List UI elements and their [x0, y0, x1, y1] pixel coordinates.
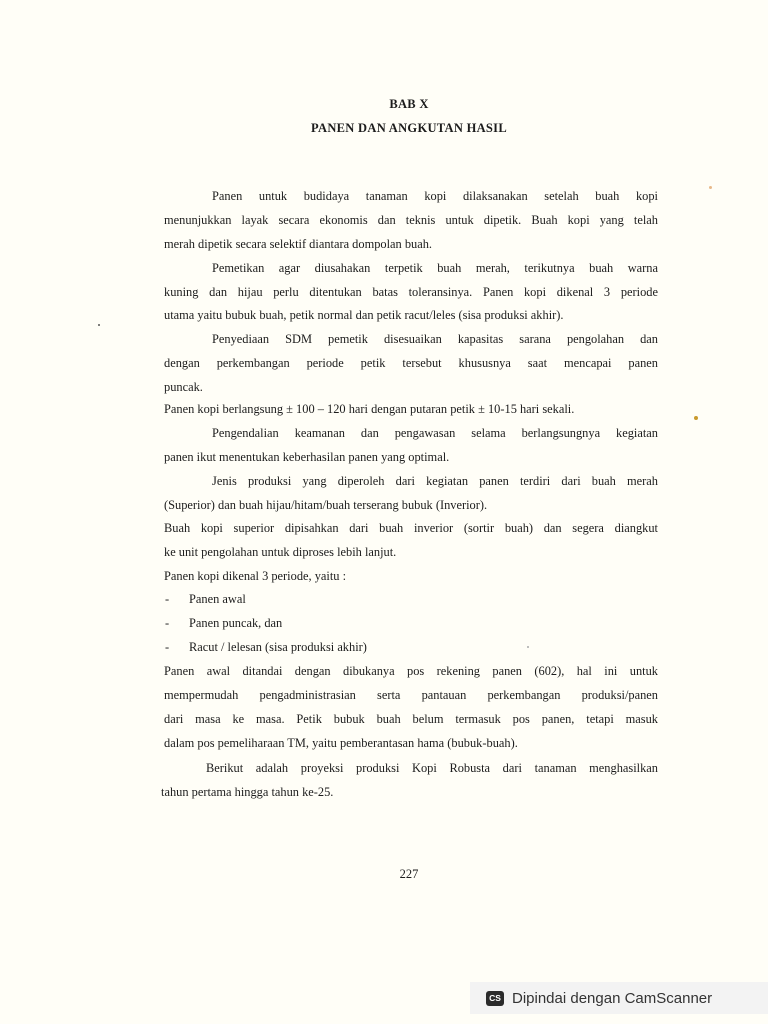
text-line: Buah kopi superior dipisahkan dari buah inverior (sortir buah) dan segera diangkut: [164, 521, 658, 535]
text-line: panen ikut menentukan keberhasilan panen yang optimal.: [164, 450, 450, 464]
text-line: merah dipetik secara selektif diantara dompolan buah.: [164, 237, 433, 251]
text-line: puncak.: [164, 380, 203, 394]
scan-speck: [709, 186, 712, 189]
scan-speck: [694, 416, 698, 420]
watermark-text: Dipindai dengan CamScanner: [512, 989, 713, 1007]
scan-speck: [527, 646, 529, 648]
list-bullet: -: [165, 640, 170, 654]
text-line: dari masa ke masa. Petik bubuk buah belum termasuk pos panen, tetapi masuk: [164, 712, 658, 726]
text-line: Penyediaan SDM pemetik disesuaikan kapasitas sarana pengolahan dan: [212, 332, 658, 346]
text-line: Berikut adalah proyeksi produksi Kopi Robusta dari tanaman menghasilkan: [206, 761, 658, 775]
text-line: Pengendalian keamanan dan pengawasan selama berlangsungnya kegiatan: [212, 426, 658, 440]
text-line: utama yaitu bubuk buah, petik normal dan petik racut/leles (sisa produksi akhir).: [164, 308, 564, 322]
text-line: Panen untuk budidaya tanaman kopi dilaksanakan setelah buah kopi: [212, 189, 658, 203]
list-bullet: -: [165, 592, 170, 606]
text-line: dalam pos pemeliharaan TM, yaitu pemberantasan hama (bubuk-buah).: [164, 736, 518, 750]
camscanner-watermark: [470, 982, 768, 1014]
text-line: Panen awal ditandai dengan dibukanya pos rekening panen (602), hal ini untuk: [164, 664, 658, 678]
text-line: Pemetikan agar diusahakan terpetik buah merah, terikutnya buah warna: [212, 261, 658, 275]
text-line: Jenis produksi yang diperoleh dari kegiatan panen terdiri dari buah merah: [212, 474, 658, 488]
list-item: Racut / lelesan (sisa produksi akhir): [189, 640, 367, 654]
list-bullet: -: [165, 616, 170, 630]
text-line: tahun pertama hingga tahun ke-25.: [161, 785, 334, 799]
text-line: (Superior) dan buah hijau/hitam/buah terserang bubuk (Inverior).: [164, 498, 488, 512]
text-line: Panen kopi berlangsung ± 100 – 120 hari dengan putaran petik ± 10-15 hari sekali.: [164, 402, 575, 416]
list-item: Panen puncak, dan: [189, 616, 283, 630]
text-line: ke unit pengolahan untuk diproses lebih lanjut.: [164, 545, 397, 559]
text-line: mempermudah pengadministrasian serta pantauan perkembangan produksi/panen: [164, 688, 658, 702]
chapter-title: PANEN DAN ANGKUTAN HASIL: [311, 121, 507, 135]
scan-speck: [98, 324, 100, 326]
list-item: Panen awal: [189, 592, 246, 606]
text-line: dengan perkembangan periode petik tersebut khususnya saat mencapai panen: [164, 356, 658, 370]
chapter-number: BAB X: [389, 97, 429, 111]
page-number: 227: [399, 867, 419, 881]
text-line: Panen kopi dikenal 3 periode, yaitu :: [164, 569, 347, 583]
text-line: menunjukkan layak secara ekonomis dan teknis untuk dipetik. Buah kopi yang telah: [164, 213, 658, 227]
text-line: kuning dan hijau perlu ditentukan batas toleransinya. Panen kopi dikenal 3 periode: [164, 285, 658, 299]
camscanner-logo-icon: CS: [486, 991, 504, 1006]
